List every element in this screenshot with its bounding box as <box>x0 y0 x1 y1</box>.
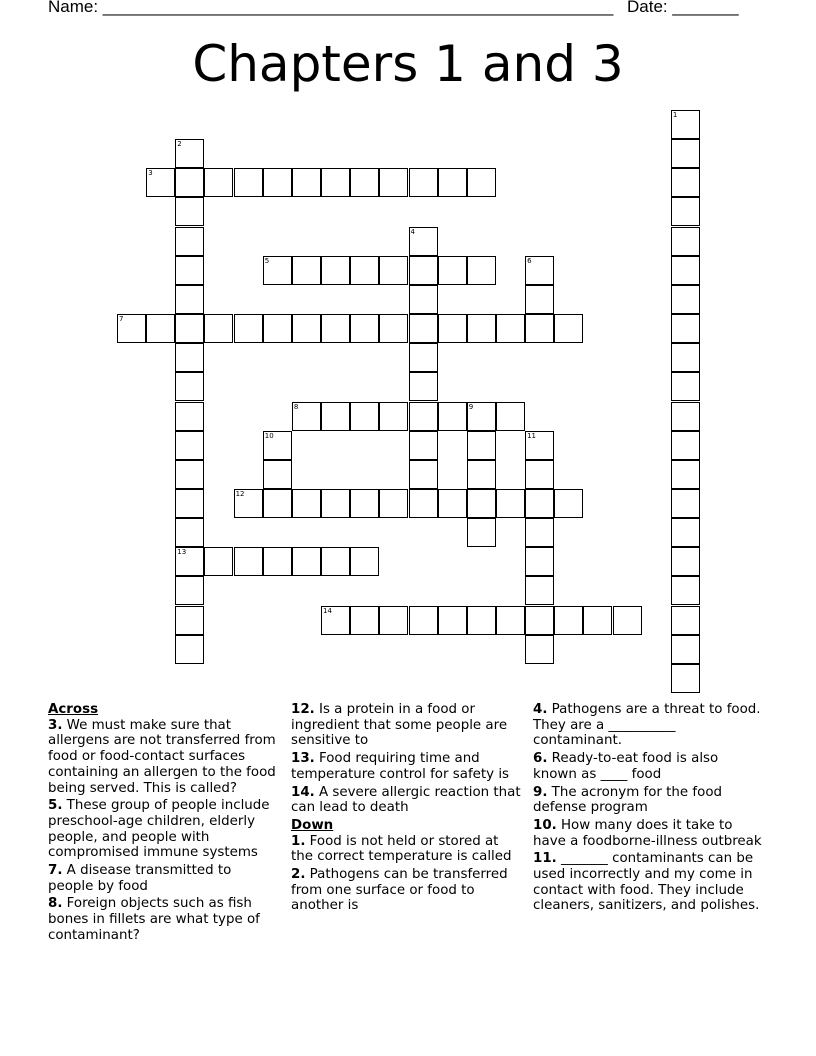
crossword-cell[interactable] <box>525 256 554 285</box>
crossword-cell[interactable] <box>409 256 438 285</box>
clue-down-6 <box>533 751 765 782</box>
crossword-cell[interactable] <box>671 197 700 226</box>
clue-text: Ready-to-eat food is also known as ____ food <box>533 751 719 782</box>
crossword-cell[interactable] <box>234 168 263 197</box>
crossword-cell[interactable] <box>496 402 525 431</box>
crossword-cell[interactable] <box>263 431 292 460</box>
cell-number: 10 <box>264 431 274 440</box>
crossword-cell[interactable] <box>671 168 700 197</box>
crossword-cell[interactable] <box>379 256 408 285</box>
crossword-cell[interactable] <box>175 227 204 256</box>
crossword-cell[interactable] <box>671 576 700 605</box>
crossword-cell[interactable] <box>409 314 438 343</box>
crossword-cell[interactable] <box>496 606 525 635</box>
crossword-cell[interactable] <box>350 314 379 343</box>
clue-down-4 <box>533 702 765 749</box>
clue-number: 1. <box>291 833 306 849</box>
crossword-cell[interactable] <box>350 168 379 197</box>
crossword-cell[interactable] <box>671 372 700 401</box>
cell-number: 8 <box>293 402 299 411</box>
clue-down-11 <box>533 851 765 914</box>
clue-number: 4. <box>533 702 548 717</box>
crossword-cell[interactable] <box>204 168 233 197</box>
crossword-cell[interactable] <box>671 314 700 343</box>
crossword-cell[interactable] <box>525 518 554 547</box>
crossword-cell[interactable] <box>379 606 408 635</box>
clue-number: 12. <box>291 702 315 717</box>
clue-text: Is a protein in a food or ingredient that some people are sensitive to <box>291 702 508 749</box>
cell-number: 4 <box>410 227 415 236</box>
crossword-cell[interactable] <box>671 547 700 576</box>
crossword-cell[interactable] <box>292 547 321 576</box>
clue-text: A disease transmitted to people by food <box>48 863 232 894</box>
crossword-cell[interactable] <box>438 606 467 635</box>
clue-column-3 <box>533 702 765 916</box>
crossword-cell[interactable] <box>671 635 700 664</box>
clue-text: How many does it take to have a foodborne-illness outbreak <box>533 817 762 849</box>
cell-number: 14 <box>323 606 332 615</box>
crossword-cell[interactable] <box>350 402 379 431</box>
cell-number: 9 <box>468 402 474 411</box>
date-line: Date: _______ <box>627 0 739 16</box>
cell-number: 13 <box>177 548 187 557</box>
crossword-cell[interactable] <box>175 197 204 226</box>
crossword-cell[interactable] <box>175 635 204 664</box>
crossword-cell[interactable] <box>525 285 554 314</box>
crossword-cell[interactable] <box>321 314 350 343</box>
crossword-cell[interactable] <box>321 402 350 431</box>
clue-text: Pathogens are a threat to food. They are a __________ contaminant. <box>533 702 761 749</box>
crossword-cell[interactable] <box>613 606 642 635</box>
crossword-cell[interactable] <box>350 606 379 635</box>
crossword-cell[interactable] <box>263 489 292 518</box>
crossword-cell[interactable] <box>234 314 263 343</box>
crossword-cell[interactable] <box>409 402 438 431</box>
crossword-cell[interactable] <box>671 664 700 693</box>
clue-number: 9. <box>533 784 548 800</box>
crossword-cell[interactable] <box>175 314 204 343</box>
crossword-cell[interactable] <box>175 547 204 576</box>
clue-number: 13. <box>291 751 315 767</box>
crossword-cell[interactable] <box>175 343 204 372</box>
clue-text: Food requiring time and temperature control for safety is <box>291 751 510 782</box>
crossword-cell[interactable] <box>409 285 438 314</box>
clue-number: 6. <box>533 751 548 767</box>
crossword-cell[interactable] <box>409 343 438 372</box>
crossword-cell[interactable] <box>438 402 467 431</box>
crossword-cell[interactable] <box>379 168 408 197</box>
clue-across-8 <box>48 896 280 943</box>
clue-across-3 <box>48 718 280 797</box>
crossword-cell[interactable] <box>321 168 350 197</box>
crossword-cell[interactable] <box>292 489 321 518</box>
crossword-cell[interactable] <box>292 314 321 343</box>
crossword-cell[interactable] <box>525 606 554 635</box>
crossword-cell[interactable] <box>321 547 350 576</box>
crossword-cell[interactable] <box>467 489 496 518</box>
crossword-cell[interactable] <box>671 518 700 547</box>
name-line: Name: ______________________________________________________ <box>48 0 614 16</box>
crossword-cell[interactable] <box>409 168 438 197</box>
crossword-cell[interactable] <box>175 489 204 518</box>
cell-number: 5 <box>264 256 270 265</box>
crossword-cell[interactable] <box>554 314 583 343</box>
crossword-cell[interactable] <box>438 256 467 285</box>
crossword-cell[interactable] <box>146 168 175 197</box>
crossword-cell[interactable] <box>263 460 292 489</box>
down-heading: Down <box>291 817 334 833</box>
crossword-cell[interactable] <box>234 547 263 576</box>
crossword-cell[interactable] <box>321 606 350 635</box>
crossword-cell[interactable] <box>671 285 700 314</box>
clue-across-14 <box>291 785 523 816</box>
crossword-cell[interactable] <box>671 227 700 256</box>
clue-text: Pathogens can be transferred from one surface or food to another is <box>291 867 508 914</box>
page-title: Chapters 1 and 3 <box>192 35 624 93</box>
crossword-cell[interactable] <box>467 431 496 460</box>
crossword-cell[interactable] <box>554 489 583 518</box>
clue-text: We must make sure that allergens are not transferred from food or food-contact surfaces containing an allergen to the food being served. This is called? <box>48 717 276 796</box>
crossword-cell[interactable] <box>467 314 496 343</box>
crossword-cell[interactable] <box>409 431 438 460</box>
cell-number: 7 <box>119 315 124 323</box>
clue-text: Foreign objects such as fish bones in fillets are what type of contaminant? <box>48 896 260 943</box>
cell-number: 6 <box>527 256 532 265</box>
crossword-cell[interactable] <box>292 168 321 197</box>
crossword-cell[interactable] <box>175 518 204 547</box>
crossword-cell[interactable] <box>438 314 467 343</box>
clue-number: 7. <box>48 863 63 879</box>
across-heading: Across <box>48 702 99 717</box>
crossword-cell[interactable] <box>175 372 204 401</box>
crossword-cell[interactable] <box>438 489 467 518</box>
crossword-cell[interactable] <box>234 489 263 518</box>
crossword-cell[interactable] <box>175 431 204 460</box>
clue-across-5 <box>48 798 280 861</box>
clue-text: Food is not held or stored at the correct temperature is called <box>291 833 512 865</box>
crossword-cell[interactable] <box>350 256 379 285</box>
crossword-cell[interactable] <box>671 460 700 489</box>
crossword-cell[interactable] <box>525 314 554 343</box>
crossword-cell[interactable] <box>525 431 554 460</box>
crossword-cell[interactable] <box>554 606 583 635</box>
crossword-cell[interactable] <box>350 489 379 518</box>
clue-number: 2. <box>291 867 306 883</box>
clue-across-12 <box>291 702 523 749</box>
clue-number: 3. <box>48 717 63 733</box>
cell-number: 12 <box>235 489 245 498</box>
clue-down-1 <box>291 834 523 865</box>
cell-number: 11 <box>527 431 537 440</box>
crossword-cell[interactable] <box>409 606 438 635</box>
crossword-cell[interactable] <box>350 547 379 576</box>
crossword-cell[interactable] <box>671 139 700 168</box>
crossword-cell[interactable] <box>671 402 700 431</box>
crossword-cell[interactable] <box>671 431 700 460</box>
crossword-cell[interactable] <box>263 168 292 197</box>
crossword-cell[interactable] <box>379 314 408 343</box>
clue-number: 8. <box>48 896 63 912</box>
crossword-cell[interactable] <box>496 489 525 518</box>
clue-down-2 <box>291 867 523 914</box>
crossword-cell[interactable] <box>525 576 554 605</box>
clue-across-13 <box>291 751 523 782</box>
clue-number: 10. <box>533 817 557 833</box>
crossword-cell[interactable] <box>409 227 438 256</box>
clue-number: 14. <box>291 784 315 800</box>
crossword-cell[interactable] <box>525 635 554 664</box>
clue-column-1 <box>48 702 280 946</box>
crossword-cell[interactable] <box>175 576 204 605</box>
crossword-cell[interactable] <box>204 314 233 343</box>
cell-number: 2 <box>177 140 182 149</box>
crossword-cell[interactable] <box>117 314 146 343</box>
crossword-cell[interactable] <box>525 489 554 518</box>
crossword-cell[interactable] <box>467 606 496 635</box>
crossword-cell[interactable] <box>467 460 496 489</box>
crossword-cell[interactable] <box>204 547 233 576</box>
crossword-cell[interactable] <box>146 314 175 343</box>
crossword-cell[interactable] <box>175 606 204 635</box>
crossword-cell[interactable] <box>467 168 496 197</box>
crossword-cell[interactable] <box>438 168 467 197</box>
clue-down-10 <box>533 818 765 849</box>
crossword-cell[interactable] <box>175 168 204 197</box>
crossword-cell[interactable] <box>321 256 350 285</box>
clue-text: _______ contaminants can be used incorrectly and my come in contact with food. They include cleaners, sanitizers, and polishes. <box>533 851 760 914</box>
crossword-cell[interactable] <box>321 489 350 518</box>
crossword-cell[interactable] <box>671 343 700 372</box>
crossword-cell[interactable] <box>671 256 700 285</box>
clue-text: A severe allergic reaction that can lead to death <box>291 784 521 816</box>
crossword-cell[interactable] <box>263 256 292 285</box>
crossword-cell[interactable] <box>525 547 554 576</box>
crossword-cell[interactable] <box>467 402 496 431</box>
crossword-cell[interactable] <box>671 606 700 635</box>
crossword-cell[interactable] <box>583 606 612 635</box>
clue-text: The acronym for the food defense program <box>533 784 723 816</box>
crossword-cell[interactable] <box>409 372 438 401</box>
crossword-cell[interactable] <box>467 256 496 285</box>
crossword-cell[interactable] <box>175 139 204 168</box>
crossword-cell[interactable] <box>671 110 700 139</box>
crossword-cell[interactable] <box>175 460 204 489</box>
crossword-cell[interactable] <box>467 518 496 547</box>
clue-number: 5. <box>48 798 63 814</box>
crossword-cell[interactable] <box>175 256 204 285</box>
crossword-cell[interactable] <box>496 314 525 343</box>
crossword-cell[interactable] <box>263 314 292 343</box>
crossword-cell[interactable] <box>263 547 292 576</box>
clue-down-9 <box>533 785 765 816</box>
clue-number: 11. <box>533 851 557 867</box>
clue-across-7 <box>48 863 280 894</box>
crossword-cell[interactable] <box>409 460 438 489</box>
crossword-cell[interactable] <box>379 402 408 431</box>
crossword-cell[interactable] <box>409 489 438 518</box>
cell-number: 3 <box>148 169 153 178</box>
crossword-cell[interactable] <box>379 489 408 518</box>
crossword-cell[interactable] <box>175 402 204 431</box>
crossword-cell[interactable] <box>671 489 700 518</box>
clue-text: These group of people include preschool-age children, elderly people, and people with compromised immune systems <box>48 798 270 861</box>
cell-number: 1 <box>672 111 678 119</box>
clue-column-2 <box>291 702 523 916</box>
crossword-cell[interactable] <box>525 460 554 489</box>
crossword-cell[interactable] <box>292 402 321 431</box>
crossword-cell[interactable] <box>175 285 204 314</box>
crossword-cell[interactable] <box>292 256 321 285</box>
